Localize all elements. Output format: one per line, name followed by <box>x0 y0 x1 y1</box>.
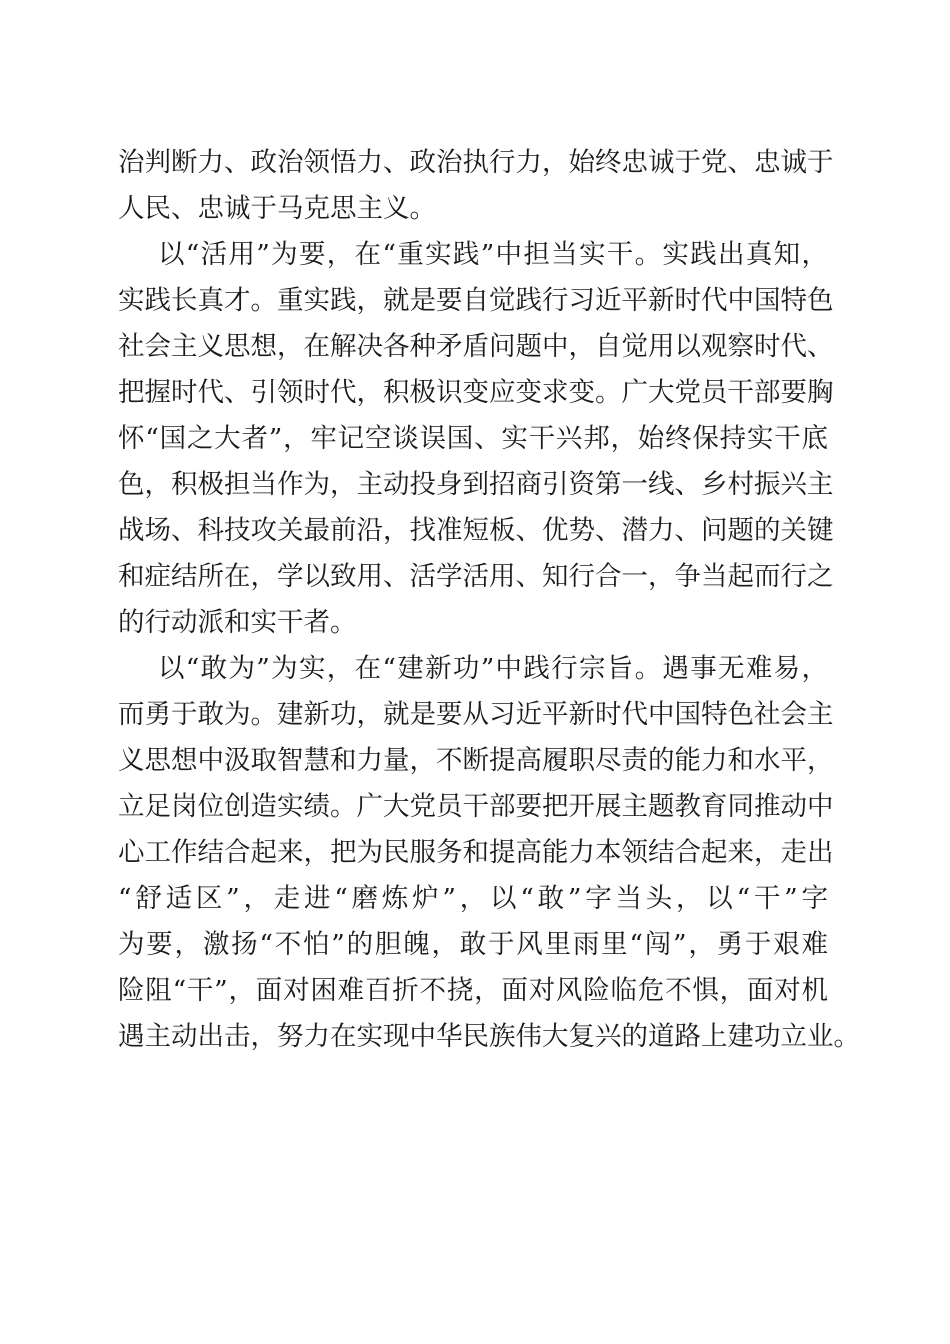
text-line: 心工作结合起来，把为民服务和提高能力本领结合起来，走出 <box>118 837 834 868</box>
text-line: 战场、科技攻关最前沿，找准短板、优势、潜力、问题的关键 <box>118 515 834 546</box>
text-line: 立足岗位创造实绩。广大党员干部要把开展主题教育同推动中 <box>118 791 834 822</box>
text-line: 把握时代、引领时代，积极识变应变求变。广大党员干部要胸 <box>118 377 834 408</box>
paragraph-start-line: 以“敢为”为实，在“建新功”中践行宗旨。遇事无难易， <box>158 653 828 684</box>
text-line: 实践长真才。重实践，就是要自觉践行习近平新时代中国特色 <box>118 285 834 316</box>
text-line: 治判断力、政治领悟力、政治执行力，始终忠诚于党、忠诚于 <box>118 147 834 178</box>
text-line: 险阻“干”，面对困难百折不挠，面对风险临危不惧，面对机 <box>118 975 828 1006</box>
text-line: 为要，激扬“不怕”的胆魄，敢于风里雨里“闯”，勇于艰难 <box>118 929 828 960</box>
text-line: 色，积极担当作为，主动投身到招商引资第一线、乡村振兴主 <box>118 469 834 500</box>
text-line: 人民、忠诚于马克思主义。 <box>118 193 436 224</box>
text-line: “舒适区”，走进“磨炼炉”，以“敢”字当头，以“干”字 <box>118 883 828 914</box>
text-line: 的行动派和实干者。 <box>118 607 357 638</box>
text-line: 遇主动出击，努力在实现中华民族伟大复兴的道路上建功立业。 <box>118 1021 860 1052</box>
text-line: 社会主义思想，在解决各种矛盾问题中，自觉用以观察时代、 <box>118 331 834 362</box>
text-line: 和症结所在，学以致用、活学活用、知行合一，争当起而行之 <box>118 561 834 592</box>
text-line: 怀“国之大者”，牢记空谈误国、实干兴邦，始终保持实干底 <box>118 423 828 454</box>
text-line: 义思想中汲取智慧和力量，不断提高履职尽责的能力和水平， <box>118 745 834 776</box>
text-line: 而勇于敢为。建新功，就是要从习近平新时代中国特色社会主 <box>118 699 834 730</box>
paragraph-start-line: 以“活用”为要，在“重实践”中担当实干。实践出真知， <box>158 239 828 270</box>
